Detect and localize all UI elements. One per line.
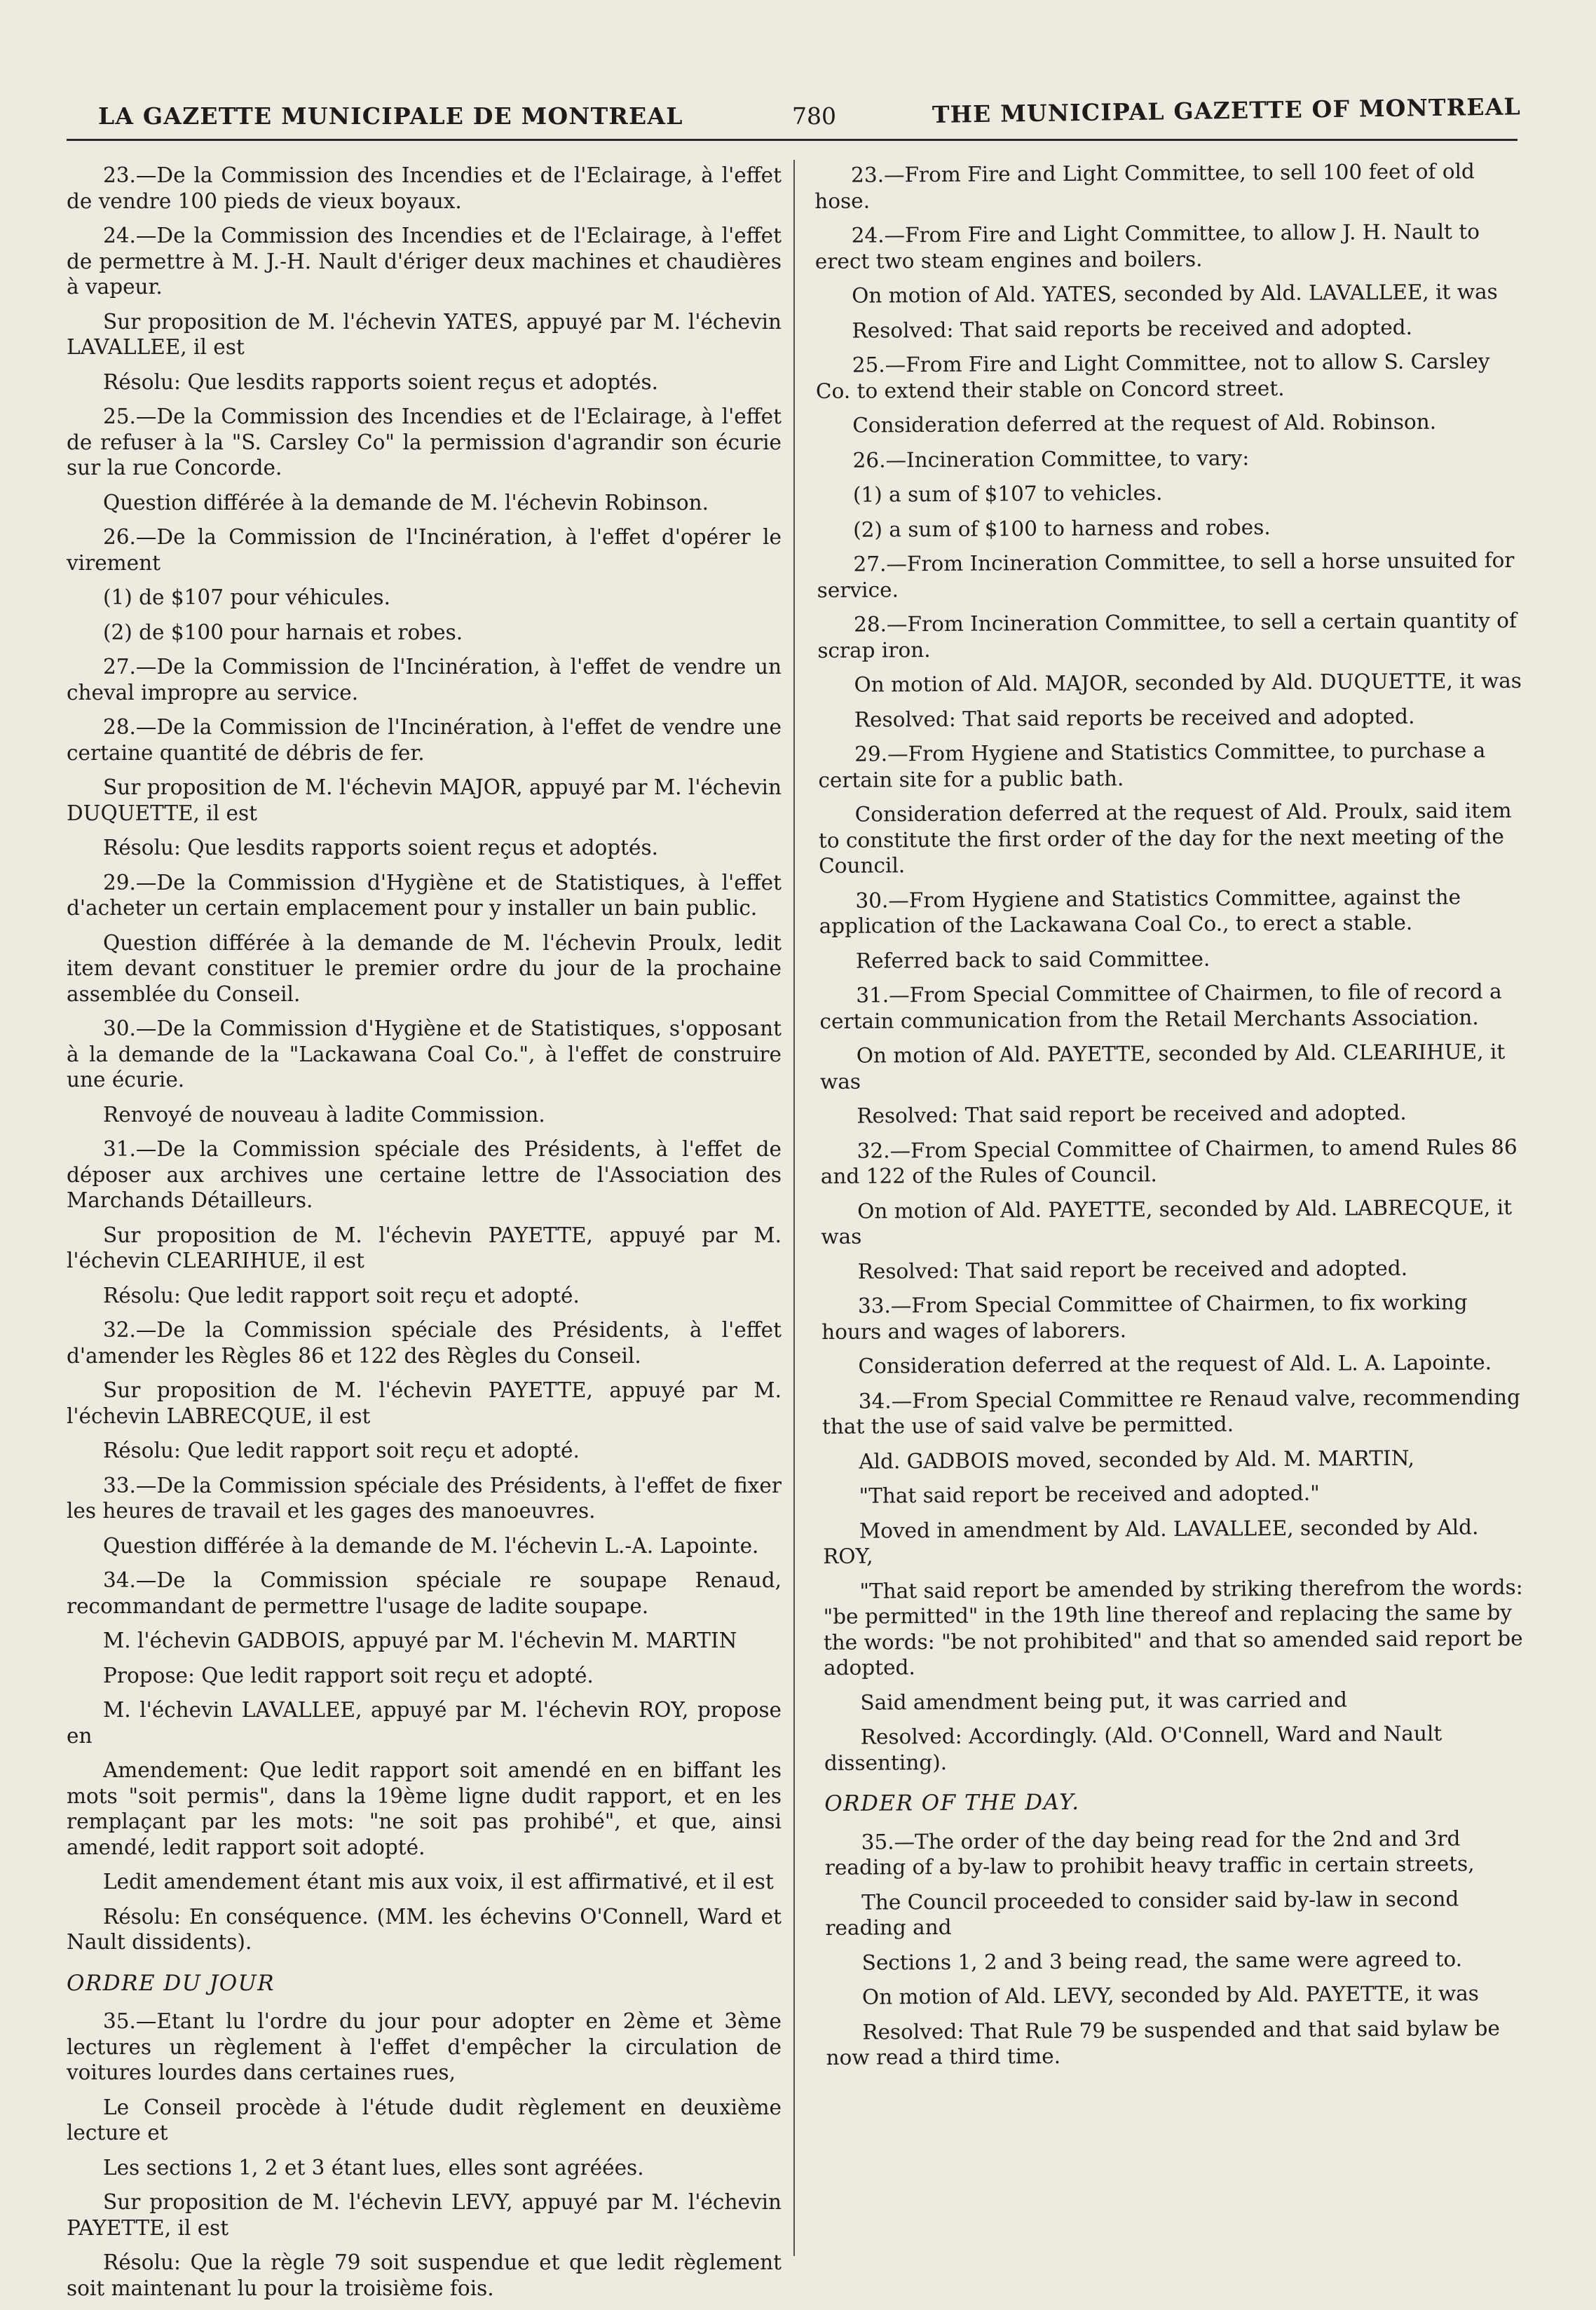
paragraph-fr: Résolu: Que la règle 79 soit suspendue et que ledit règlement soit maintenant lu pour la troisième fois. bbox=[67, 2250, 782, 2300]
paragraph-fr: 31.—De la Commission spéciale des Présidents, à l'effet de déposer aux archives une certaine lettre de l'Association des Marchands Détailleurs. bbox=[67, 1137, 782, 1212]
paragraph-fr: M. l'échevin GADBOIS, appuyé par M. l'échevin M. MARTIN bbox=[103, 1629, 737, 1652]
paragraph-en: 28.—From Incineration Committee, to sell a certain quantity of scrap iron. bbox=[817, 608, 1517, 663]
paragraph-en: (1) a sum of $107 to vehicles. bbox=[852, 480, 1163, 507]
column-divider bbox=[793, 160, 795, 2256]
paragraph-fr: Ledit amendement étant mis aux voix, il est affirmativé, et il est bbox=[103, 1870, 774, 1894]
paragraph-en: "That said report be amended by striking therefrom the words: "be permitted" in the 19th line thereof and replacing the same by the words: "be not prohibited" and that so amended said report be adopted. bbox=[823, 1575, 1523, 1680]
page-header bbox=[84, 93, 1522, 139]
paragraph-en: On motion of Ald. MAJOR, seconded by Ald. DUQUETTE, it was bbox=[854, 668, 1522, 697]
paragraph-fr: Sur proposition de M. l'échevin PAYETTE, appuyé par M. l'échevin LABRECQUE, il est bbox=[67, 1378, 782, 1428]
paragraph-fr: Question différée à la demande de M. l'échevin Robinson. bbox=[103, 490, 709, 515]
paragraph-fr: (1) de $107 pour véhicules. bbox=[103, 585, 390, 609]
paragraph-en: Resolved: Accordingly. (Ald. O'Connell, Ward and Nault dissenting). bbox=[824, 1721, 1442, 1775]
paragraph-fr: Question différée à la demande de M. l'échevin L.-A. Lapointe. bbox=[103, 1533, 759, 1558]
paragraph-en: Consideration deferred at the request of Ald. Robinson. bbox=[852, 409, 1437, 437]
section-heading-en: ORDER OF THE DAY. bbox=[824, 1789, 1080, 1816]
paragraph-fr: 26.—De la Commission de l'Incinération, à l'effet d'opérer le virement bbox=[67, 525, 782, 575]
paragraph-en: "That said report be received and adopted." bbox=[859, 1481, 1320, 1508]
paragraph-en: 25.—From Fire and Light Committee, not to allow S. Carsley Co. to extend their stable on Concord street. bbox=[815, 349, 1490, 403]
paragraph-en: 29.—From Hygiene and Statistics Committee, to purchase a certain site for a public bath. bbox=[818, 738, 1486, 792]
paragraph-fr: M. l'échevin LAVALLEE, appuyé par M. l'échevin ROY, propose en bbox=[67, 1698, 782, 1748]
paragraph-fr: Sur proposition de M. l'échevin MAJOR, appuyé par M. l'échevin DUQUETTE, il est bbox=[67, 775, 782, 825]
paragraph-fr: Résolu: Que ledit rapport soit reçu et adopté. bbox=[103, 1439, 580, 1462]
paragraph-fr: Sur proposition de M. l'échevin LEVY, appuyé par M. l'échevin PAYETTE, il est bbox=[67, 2190, 782, 2240]
paragraph-en: Sections 1, 2 and 3 being read, the same were agreed to. bbox=[861, 1946, 1463, 1975]
header-title-french: LA GAZETTE MUNICIPALE DE MONTREAL bbox=[98, 102, 683, 130]
paragraph-en: Resolved: That said reports be received and adopted. bbox=[852, 315, 1413, 343]
english-column bbox=[814, 158, 1538, 2080]
paragraph-en: 30.—From Hygiene and Statistics Committee, against the application of the Lackawana Coal Co., to erect a stable. bbox=[819, 884, 1461, 938]
paragraph-en: 35.—The order of the day being read for the 2nd and 3rd reading of a by-law to prohibit heavy traffic in certain streets, bbox=[824, 1826, 1475, 1880]
paragraph-en: On motion of Ald. LEVY, seconded by Ald. PAYETTE, it was bbox=[861, 1981, 1479, 2009]
paragraph-fr: Propose: Que ledit rapport soit reçu et adopté. bbox=[103, 1663, 594, 1687]
paragraph-fr: 30.—De la Commission d'Hygiène et de Statistiques, s'opposant à la demande de la "Lackawana Coal Co.", à l'effet de construire une écurie. bbox=[67, 1017, 782, 1092]
french-column bbox=[67, 163, 782, 2310]
page-number: 780 bbox=[792, 102, 836, 130]
paragraph-en: On motion of Ald. YATES, seconded by Ald. LAVALLEE, it was bbox=[852, 280, 1498, 308]
paragraph-fr: Résolu: En conséquence. (MM. les échevins O'Connell, Ward et Nault dissidents). bbox=[67, 1904, 782, 1954]
paragraph-fr: 34.—De la Commission spéciale re soupape Renaud, recommandant de permettre l'usage de ladite soupape. bbox=[67, 1568, 782, 1618]
paragraph-fr: 32.—De la Commission spéciale des Présidents, à l'effet d'amender les Règles 86 et 122 des Règles du Conseil. bbox=[67, 1318, 782, 1368]
paragraph-fr: Amendement: Que ledit rapport soit amendé en en biffant les mots "soit permis", dans la 19ème ligne dudit rapport, et en les remplaçant par les mots: "ne soit pas prohibé", et que, ainsi amendé, ledit rapport soit adopté. bbox=[67, 1758, 782, 1859]
paragraph-fr: Le Conseil procède à l'étude dudit règlement en deuxième lecture et bbox=[67, 2095, 782, 2145]
paragraph-fr: Résolu: Que lesdits rapports soient reçus et adoptés. bbox=[103, 836, 659, 860]
paragraph-en: 32.—From Special Committee of Chairmen, to amend Rules 86 and 122 of the Rules of Council. bbox=[820, 1134, 1517, 1188]
paragraph-fr: 28.—De la Commission de l'Incinération, à l'effet de vendre une certaine quantité de débris de fer. bbox=[67, 715, 782, 765]
paragraph-fr: 25.—De la Commission des Incendies et de l'Eclairage, à l'effet de refuser à la "S. Carsley Co" la permission d'agrandir son écurie sur la rue Concorde. bbox=[67, 405, 782, 480]
paragraph-fr: Sur proposition de M. l'échevin PAYETTE, appuyé par M. l'échevin CLEARIHUE, il est bbox=[67, 1223, 782, 1272]
section-heading-fr: ORDRE DU JOUR bbox=[67, 1970, 275, 1996]
paragraph-fr: 24.—De la Commission des Incendies et de l'Eclairage, à l'effet de permettre à M. J.-H. Nault d'ériger deux machines et chaudières à vapeur. bbox=[67, 224, 782, 299]
paragraph-fr: 29.—De la Commission d'Hygiène et de Statistiques, à l'effet d'acheter un certain emplacement pour y installer un bain public. bbox=[67, 870, 782, 920]
paragraph-en: 23.—From Fire and Light Committee, to sell 100 feet of old hose. bbox=[814, 159, 1475, 213]
paragraph-en: Consideration deferred at the request of Ald. Proulx, said item to constitute the first order of the day for the next meeting of the Council. bbox=[818, 798, 1512, 878]
paragraph-en: 33.—From Special Committee of Chairmen, to fix working hours and wages of laborers. bbox=[821, 1290, 1468, 1344]
paragraph-en: On motion of Ald. PAYETTE, seconded by Ald. CLEARIHUE, it was bbox=[819, 1040, 1506, 1094]
paragraph-fr: 33.—De la Commission spéciale des Présidents, à l'effet de fixer les heures de travail et les gages des manoeuvres. bbox=[67, 1473, 782, 1523]
paragraph-en: Said amendment being put, it was carried and bbox=[860, 1687, 1348, 1715]
paragraph-en: 24.—From Fire and Light Committee, to allow J. H. Nault to erect two steam engines and boilers. bbox=[814, 219, 1480, 273]
header-rule bbox=[67, 139, 1517, 141]
paragraph-fr: 27.—De la Commission de l'Incinération, à l'effet de vendre un cheval impropre au service. bbox=[67, 655, 782, 705]
paragraph-en: (2) a sum of $100 to harness and robes. bbox=[853, 515, 1271, 542]
paragraph-en: 26.—Incineration Committee, to vary: bbox=[852, 445, 1250, 473]
paragraph-fr: (2) de $100 pour harnais et robes. bbox=[103, 620, 463, 644]
paragraph-en: Moved in amendment by Ald. LAVALLEE, seconded by Ald. ROY, bbox=[823, 1514, 1479, 1568]
paragraph-en: The Council proceeded to consider said by-law in second reading and bbox=[825, 1886, 1459, 1940]
paragraph-fr: 23.—De la Commission des Incendies et de l'Eclairage, à l'effet de vendre 100 pieds de vieux boyaux. bbox=[67, 163, 782, 213]
paragraph-fr: Sur proposition de M. l'échevin YATES, appuyé par M. l'échevin LAVALLEE, il est bbox=[67, 309, 782, 359]
paragraph-en: Referred back to said Committee. bbox=[855, 946, 1210, 973]
paragraph-fr: 35.—Etant lu l'ordre du jour pour adopter en 2ème et 3ème lectures un règlement à l'effet d'empêcher la circulation de voitures lourdes dans certaines rues, bbox=[67, 2009, 782, 2084]
paragraph-en: 31.—From Special Committee of Chairmen, to file of record a certain communication from the Retail Merchants Association. bbox=[819, 979, 1502, 1033]
paragraph-en: Consideration deferred at the request of Ald. L. A. Lapointe. bbox=[858, 1350, 1492, 1378]
paragraph-fr: Résolu: Que ledit rapport soit reçu et adopté. bbox=[103, 1283, 580, 1307]
paragraph-fr: Les sections 1, 2 et 3 étant lues, elles sont agréées. bbox=[103, 2155, 644, 2180]
paragraph-en: Resolved: That Rule 79 be suspended and that said bylaw be now read a third time. bbox=[826, 2016, 1501, 2070]
paragraph-en: Resolved: That said reports be received and adopted. bbox=[854, 704, 1415, 732]
paragraph-en: Resolved: That said report be received and adopted. bbox=[857, 1256, 1408, 1284]
paragraph-fr: Résolu: Que lesdits rapports soient reçus et adoptés. bbox=[103, 369, 659, 394]
paragraph-en: On motion of Ald. PAYETTE, seconded by Ald. LABRECQUE, it was bbox=[821, 1195, 1513, 1249]
paragraph-en: 34.—From Special Committee re Renaud valve, recommending that the use of said valve be permitted. bbox=[821, 1385, 1521, 1439]
paragraph-fr: Question différée à la demande de M. l'échevin Proulx, ledit item devant constituer le premier ordre du jour de la prochaine assemblée du Conseil. bbox=[67, 930, 782, 1006]
paragraph-fr: Renvoyé de nouveau à ladite Commission. bbox=[103, 1102, 545, 1127]
paragraph-en: 27.—From Incineration Committee, to sell a horse unsuited for service. bbox=[817, 548, 1515, 602]
header-title-english: THE MUNICIPAL GAZETTE OF MONTREAL bbox=[932, 93, 1522, 128]
paragraph-en: Ald. GADBOIS moved, seconded by Ald. M. MARTIN, bbox=[859, 1446, 1415, 1474]
paragraph-en: Resolved: That said report be received and adopted. bbox=[857, 1100, 1407, 1128]
